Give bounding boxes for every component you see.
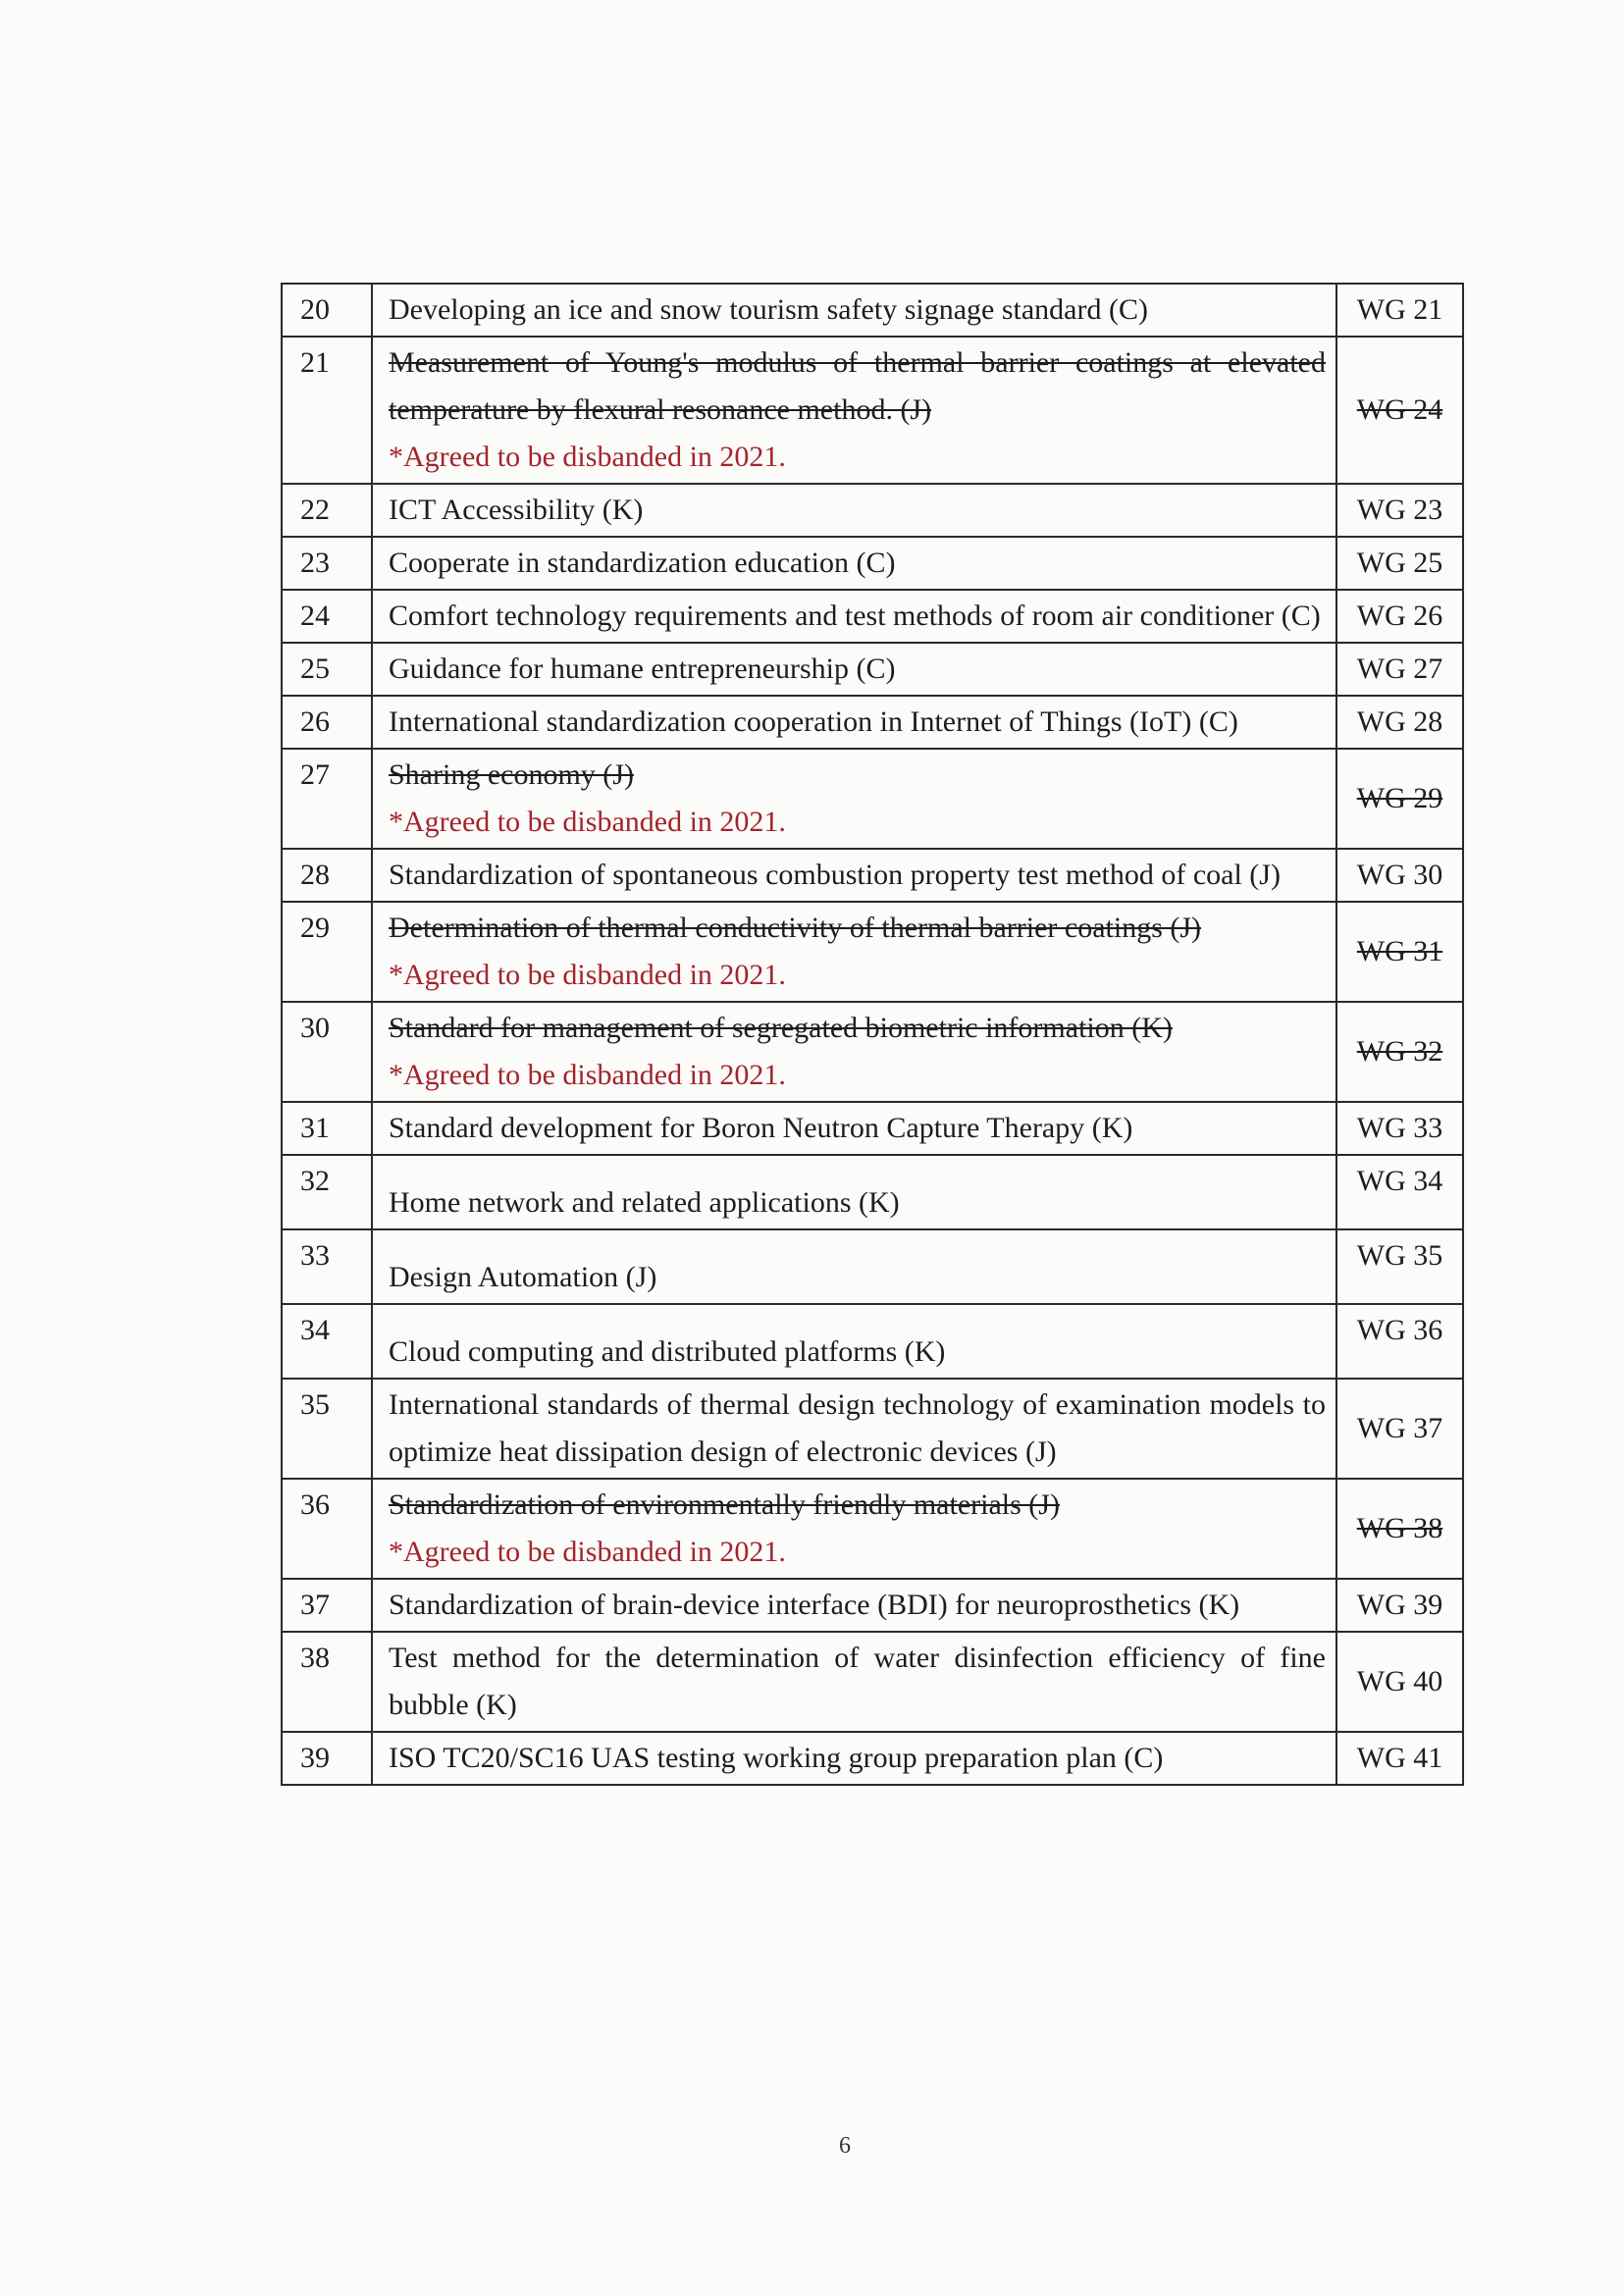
struck-title: Standard for management of segregated biometric information (K) xyxy=(389,1012,1173,1044)
table-row xyxy=(282,749,1463,849)
working-group-title-cell xyxy=(372,643,1336,696)
table-row xyxy=(282,1304,1463,1379)
working-group-title: Home network and related applications (K) xyxy=(389,1186,900,1219)
table-row xyxy=(282,849,1463,902)
working-group-title: International standardization cooperation in Internet of Things (IoT) (C) xyxy=(389,705,1238,738)
row-number: 37 xyxy=(282,1579,372,1632)
working-group-title-cell xyxy=(372,902,1336,1002)
working-group-id: WG 32 xyxy=(1336,1002,1463,1102)
working-group-title-cell xyxy=(372,1229,1336,1304)
working-group-title-cell xyxy=(372,1155,1336,1229)
row-number: 24 xyxy=(282,590,372,643)
working-group-id: WG 36 xyxy=(1336,1304,1463,1379)
working-group-id: WG 31 xyxy=(1336,902,1463,1002)
working-group-id: WG 26 xyxy=(1336,590,1463,643)
working-group-table xyxy=(281,283,1464,1786)
working-group-title: Guidance for humane entrepreneurship (C) xyxy=(389,652,896,685)
table-row xyxy=(282,284,1463,337)
working-group-title: Cloud computing and distributed platforms (K) xyxy=(389,1335,946,1368)
row-number: 21 xyxy=(282,337,372,484)
working-group-title: Test method for the determination of water disinfection efficiency of fine bubble (K) xyxy=(389,1642,1326,1721)
table-row xyxy=(282,1479,1463,1579)
page-number: 6 xyxy=(839,2133,851,2159)
working-group-table-body xyxy=(282,284,1463,1785)
table-row xyxy=(282,537,1463,590)
working-group-title-cell xyxy=(372,484,1336,537)
row-number: 31 xyxy=(282,1102,372,1155)
row-number: 36 xyxy=(282,1479,372,1579)
working-group-id: WG 39 xyxy=(1336,1579,1463,1632)
working-group-id: WG 35 xyxy=(1336,1229,1463,1304)
working-group-title-cell xyxy=(372,537,1336,590)
working-group-title-cell xyxy=(372,590,1336,643)
table-row xyxy=(282,1102,1463,1155)
working-group-title-cell xyxy=(372,849,1336,902)
row-number: 20 xyxy=(282,284,372,337)
table-row xyxy=(282,1155,1463,1229)
working-group-id: WG 29 xyxy=(1336,749,1463,849)
struck-title: Standardization of environmentally friendly materials (J) xyxy=(389,1488,1060,1521)
working-group-title-cell xyxy=(372,1102,1336,1155)
working-group-title: Design Automation (J) xyxy=(389,1261,657,1293)
row-number: 22 xyxy=(282,484,372,537)
working-group-title-cell xyxy=(372,1479,1336,1579)
working-group-id: WG 25 xyxy=(1336,537,1463,590)
working-group-title-cell xyxy=(372,749,1336,849)
row-number: 33 xyxy=(282,1229,372,1304)
table-row xyxy=(282,902,1463,1002)
working-group-title-cell xyxy=(372,696,1336,749)
working-group-id: WG 34 xyxy=(1336,1155,1463,1229)
disbanded-note: *Agreed to be disbanded in 2021. xyxy=(389,441,786,473)
working-group-id: WG 41 xyxy=(1336,1732,1463,1785)
working-group-title-cell xyxy=(372,1379,1336,1479)
table-row xyxy=(282,1579,1463,1632)
working-group-id: WG 40 xyxy=(1336,1632,1463,1732)
table-row xyxy=(282,1379,1463,1479)
row-number: 32 xyxy=(282,1155,372,1229)
row-number: 23 xyxy=(282,537,372,590)
row-number: 38 xyxy=(282,1632,372,1732)
working-group-id: WG 24 xyxy=(1336,337,1463,484)
working-group-id: WG 33 xyxy=(1336,1102,1463,1155)
working-group-id: WG 28 xyxy=(1336,696,1463,749)
working-group-title-cell xyxy=(372,1579,1336,1632)
row-number: 26 xyxy=(282,696,372,749)
row-number: 25 xyxy=(282,643,372,696)
table-row xyxy=(282,484,1463,537)
working-group-title-cell xyxy=(372,1002,1336,1102)
working-group-id: WG 23 xyxy=(1336,484,1463,537)
disbanded-note: *Agreed to be disbanded in 2021. xyxy=(389,959,786,991)
working-group-id: WG 38 xyxy=(1336,1479,1463,1579)
working-group-title-cell xyxy=(372,1632,1336,1732)
table-row xyxy=(282,643,1463,696)
disbanded-note: *Agreed to be disbanded in 2021. xyxy=(389,1536,786,1568)
working-group-title: Cooperate in standardization education (C) xyxy=(389,547,896,579)
table-row xyxy=(282,590,1463,643)
struck-title: Measurement of Young's modulus of thermal barrier coatings at elevated temperature by flexural resonance method. (J) xyxy=(389,346,1326,426)
row-number: 34 xyxy=(282,1304,372,1379)
working-group-title: Developing an ice and snow tourism safety signage standard (C) xyxy=(389,293,1148,326)
working-group-title: Comfort technology requirements and test methods of room air conditioner (C) xyxy=(389,600,1321,632)
row-number: 39 xyxy=(282,1732,372,1785)
struck-title: Sharing economy (J) xyxy=(389,758,634,791)
table-row xyxy=(282,1632,1463,1732)
row-number: 35 xyxy=(282,1379,372,1479)
table-row xyxy=(282,337,1463,484)
working-group-title-cell xyxy=(372,337,1336,484)
disbanded-note: *Agreed to be disbanded in 2021. xyxy=(389,1059,786,1091)
struck-title: Determination of thermal conductivity of thermal barrier coatings (J) xyxy=(389,912,1202,944)
row-number: 27 xyxy=(282,749,372,849)
disbanded-note: *Agreed to be disbanded in 2021. xyxy=(389,806,786,838)
working-group-id: WG 37 xyxy=(1336,1379,1463,1479)
working-group-title-cell xyxy=(372,1732,1336,1785)
row-number: 30 xyxy=(282,1002,372,1102)
working-group-title: Standard development for Boron Neutron Capture Therapy (K) xyxy=(389,1112,1133,1144)
table-row xyxy=(282,696,1463,749)
working-group-title: Standardization of spontaneous combustion property test method of coal (J) xyxy=(389,859,1281,891)
working-group-id: WG 27 xyxy=(1336,643,1463,696)
working-group-title: ICT Accessibility (K) xyxy=(389,494,644,526)
table-row xyxy=(282,1229,1463,1304)
working-group-id: WG 21 xyxy=(1336,284,1463,337)
working-group-title: ISO TC20/SC16 UAS testing working group preparation plan (C) xyxy=(389,1742,1164,1774)
working-group-id: WG 30 xyxy=(1336,849,1463,902)
row-number: 28 xyxy=(282,849,372,902)
working-group-title-cell xyxy=(372,1304,1336,1379)
working-group-title: International standards of thermal design technology of examination models to optimize heat dissipation design of electronic devices (J) xyxy=(389,1388,1326,1468)
table-row xyxy=(282,1732,1463,1785)
working-group-title: Standardization of brain-device interface (BDI) for neuroprosthetics (K) xyxy=(389,1589,1240,1621)
table-row xyxy=(282,1002,1463,1102)
working-group-title-cell xyxy=(372,284,1336,337)
row-number: 29 xyxy=(282,902,372,1002)
